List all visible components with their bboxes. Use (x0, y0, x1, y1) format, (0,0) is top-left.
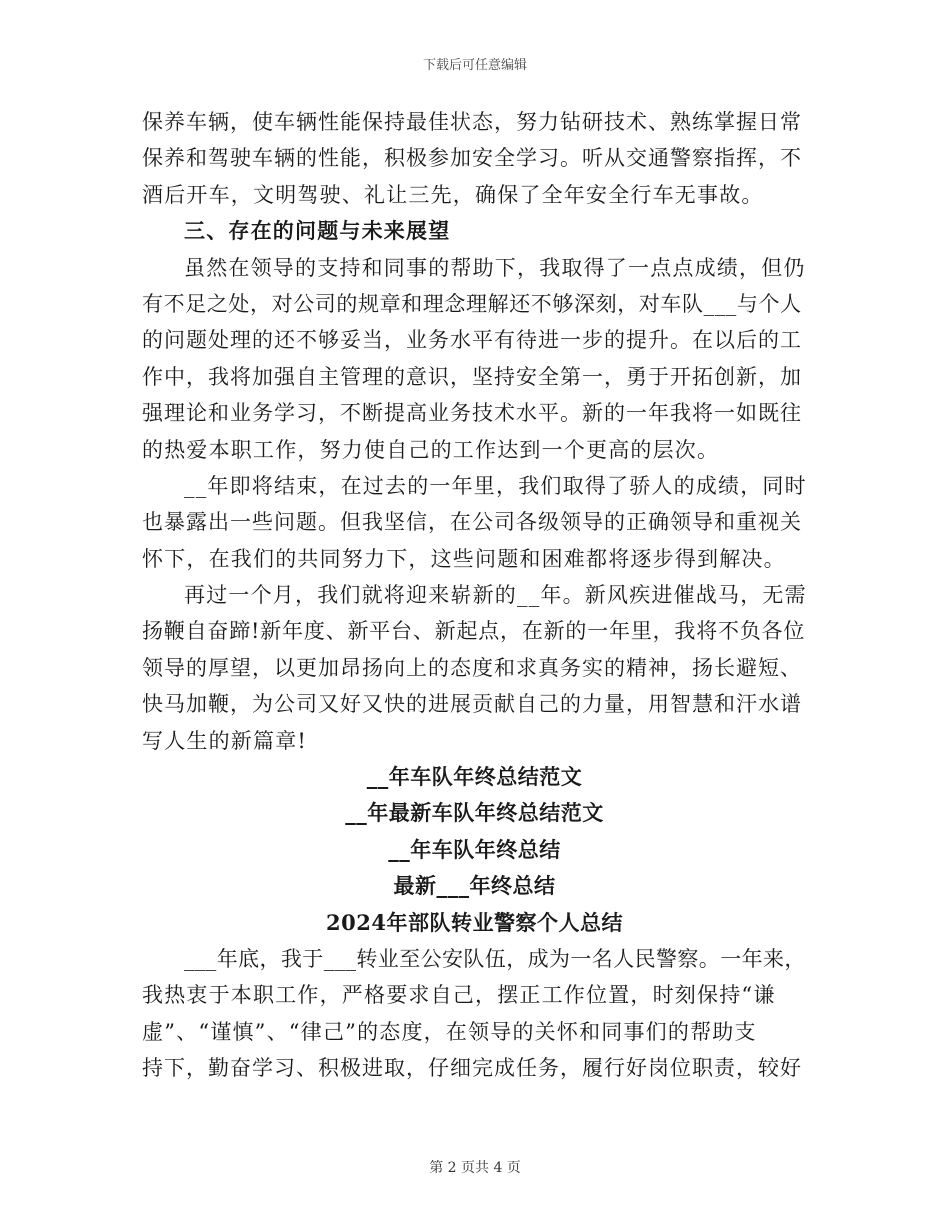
body-text-line: 也暴露出一些问题。但我坚信，在公司各级领导的正确领导和重视关 (142, 510, 802, 535)
body-text-line: 我热衷于本职工作，严格要求自己，摆正工作位置，时刻保持“谦 (142, 983, 776, 1008)
body-text-line: 持下，勤奋学习、积极进取，仔细完成任务，履行好岗位职责，较好 (142, 1056, 802, 1081)
page-header: 下载后可任意编辑 (422, 58, 527, 73)
body-text-line: 虚”、“谨慎”、“律己”的态度，在领导的关怀和同事们的帮助支 (142, 1019, 757, 1044)
body-text-line: 扬鞭自奋蹄!新年度、新平台、新起点，在新的一年里，我将不负各位 (142, 619, 806, 644)
document-title-line: __年车队年终总结范文 (366, 764, 583, 790)
document-title-line: __年最新车队年终总结范文 (345, 800, 604, 826)
body-text-line: ___年底，我于___转业至公安队伍，成为一名人民警察。一年来， (184, 946, 806, 971)
page-footer: 第 2 页共 4 页 (429, 1160, 521, 1176)
body-text-line: 虽然在领导的支持和同事的帮助下，我取得了一点点成绩，但仍 (184, 255, 806, 280)
body-text-line: 作中，我将加强自主管理的意识，坚持安全第一，勇于开拓创新，加 (142, 364, 802, 389)
body-text-line: 保养和驾驶车辆的性能，积极参加安全学习。听从交通警察指挥，不 (142, 146, 802, 171)
body-text-line: 再过一个月，我们就将迎来崭新的__年。新风疾进催战马，无需 (184, 583, 807, 608)
document-title-line: 2024年部队转业警察个人总结 (326, 909, 623, 935)
body-text-line: 保养车辆，使车辆性能保持最佳状态，努力钻研技术、熟练掌握日常 (142, 110, 802, 134)
body-text-line: 酒后开车，文明驾驶、礼让三先，确保了全年安全行车无事故。 (142, 182, 764, 207)
section-heading: 三、存在的问题与未来展望 (184, 218, 451, 244)
body-text-line: 的问题处理的还不够妥当，业务水平有待进一步的提升。在以后的工 (142, 328, 802, 353)
body-text-line: 领导的厚望，以更加昂扬向上的态度和求真务实的精神，扬长避短、 (142, 655, 802, 680)
body-text-line: 怀下，在我们的共同努力下，这些问题和困难都将逐步得到解决。 (142, 546, 786, 571)
document-title-line: 最新___年终总结 (393, 873, 556, 899)
body-text-line: 强理论和业务学习，不断提高业务技术水平。新的一年我将一如既往 (142, 401, 802, 426)
document-title-line: __年车队年终总结 (388, 836, 561, 862)
body-text-line: 的热爱本职工作，努力使自己的工作达到一个更高的层次。 (142, 437, 720, 462)
body-text-line: 写人生的新篇章! (142, 728, 308, 753)
document-body (142, 104, 807, 1087)
body-text-line: 有不足之处，对公司的规章和理念理解还不够深刻，对车队___与个人 (142, 291, 802, 316)
body-text-line: __年即将结束，在过去的一年里，我们取得了骄人的成绩，同时 (184, 473, 807, 498)
body-text-line: 快马加鞭，为公司又好又快的进展贡献自己的力量，用智慧和汗水谱 (142, 692, 802, 717)
